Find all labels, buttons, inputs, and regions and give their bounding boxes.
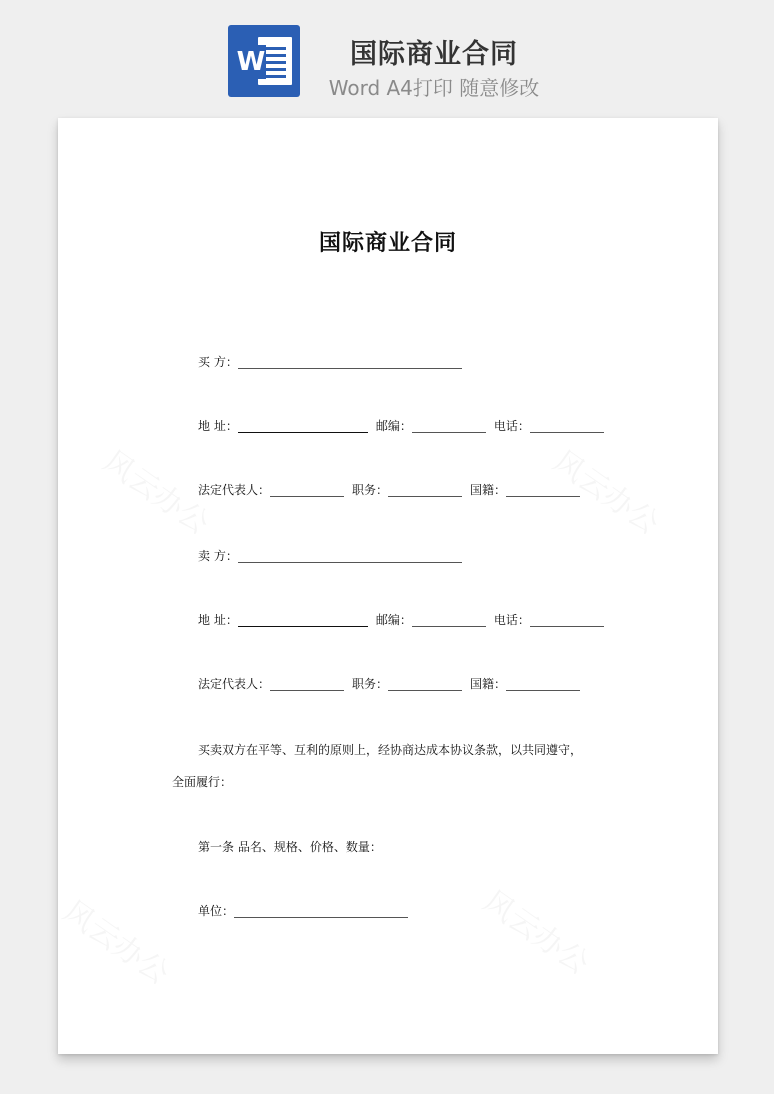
watermark: 风云办公 [546, 444, 666, 542]
nationality-blank[interactable] [506, 482, 580, 497]
position-label: 职务： [352, 483, 389, 497]
phone-label: 电话： [493, 613, 530, 627]
buyer-line [198, 353, 462, 371]
document-title: 国际商业合同 [318, 231, 457, 256]
seller-rep-line [198, 675, 580, 693]
watermark: 风云办公 [476, 884, 596, 982]
seller-line [198, 547, 462, 565]
phone-blank[interactable] [530, 418, 604, 433]
postcode-blank[interactable] [412, 612, 486, 627]
rep-label: 法定代表人： [198, 677, 271, 691]
seller-contact-line [198, 611, 604, 629]
unit-line [198, 902, 408, 920]
rep-blank[interactable] [270, 482, 344, 497]
banner-subtitle: Word A4打印 随意修改 [328, 76, 540, 100]
address-blank[interactable] [238, 612, 368, 627]
address-label: 地 址： [198, 419, 238, 433]
intro-paragraph-line2: 全面履行： [172, 775, 233, 789]
address-label: 地 址： [198, 613, 238, 627]
position-label: 职务： [352, 677, 389, 691]
nationality-label: 国籍： [470, 483, 507, 497]
intro-paragraph-line1: 买卖双方在平等、互利的原则上，经协商达成本协议条款，以共同遵守， [198, 743, 583, 757]
watermark: 风云办公 [96, 444, 216, 542]
nationality-label: 国籍： [470, 677, 507, 691]
seller-blank[interactable] [238, 548, 462, 563]
phone-label: 电话： [493, 419, 530, 433]
phone-blank[interactable] [530, 612, 604, 627]
buyer-label: 买 方： [198, 355, 238, 369]
unit-label: 单位： [198, 904, 235, 918]
seller-label: 卖 方： [198, 549, 238, 563]
postcode-blank[interactable] [412, 418, 486, 433]
position-blank[interactable] [388, 676, 462, 691]
postcode-label: 邮编： [375, 419, 412, 433]
header-banner [0, 0, 774, 118]
position-blank[interactable] [388, 482, 462, 497]
buyer-contact-line [198, 417, 604, 435]
watermark: 风云办公 [56, 894, 176, 992]
unit-blank[interactable] [234, 903, 408, 918]
buyer-blank[interactable] [238, 354, 462, 369]
banner-title: 国际商业合同 [350, 39, 518, 70]
article-1-heading: 第一条 品名、规格、价格、数量： [198, 840, 382, 854]
buyer-rep-line [198, 481, 580, 499]
address-blank[interactable] [238, 418, 368, 433]
word-letter-icon: W [236, 47, 266, 77]
word-document-icon [228, 25, 300, 97]
nationality-blank[interactable] [506, 676, 580, 691]
rep-label: 法定代表人： [198, 483, 271, 497]
document-page [58, 118, 718, 1054]
postcode-label: 邮编： [375, 613, 412, 627]
rep-blank[interactable] [270, 676, 344, 691]
